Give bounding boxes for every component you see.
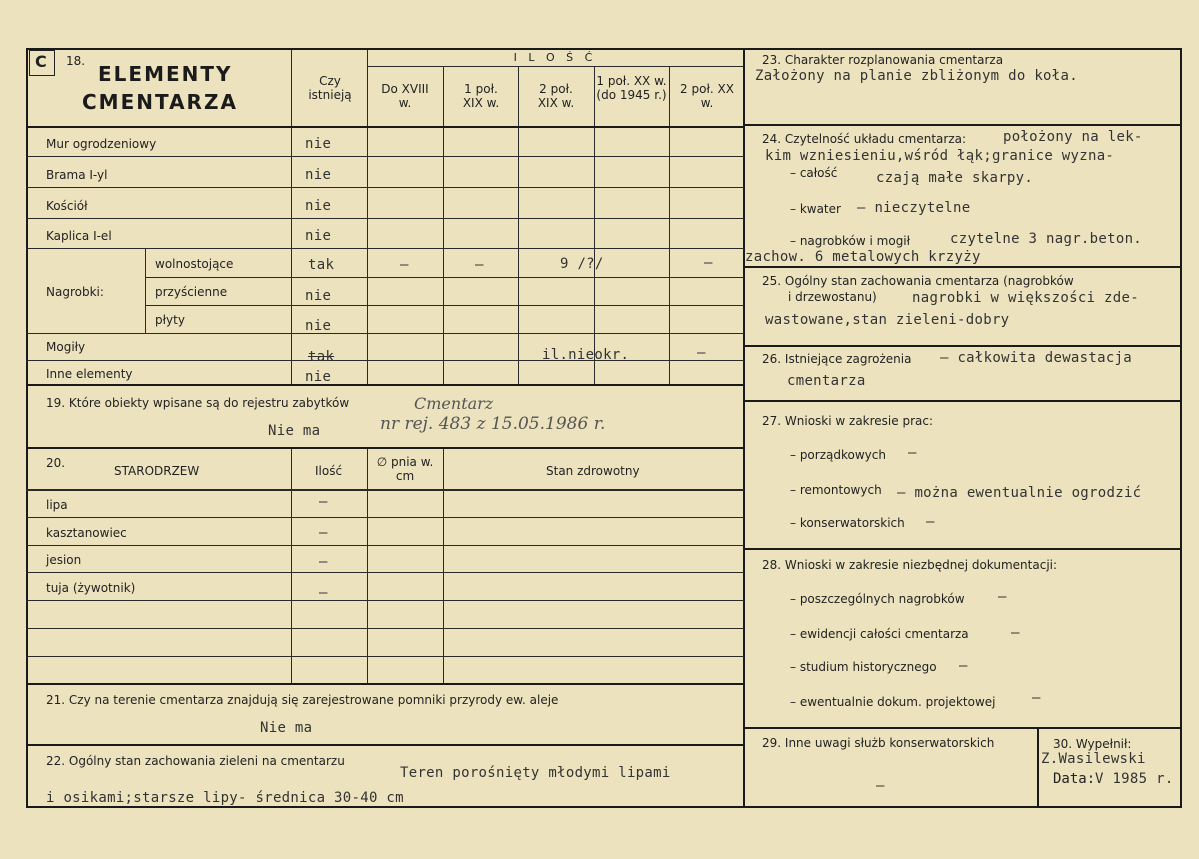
s30-date-label: Data: — [1053, 771, 1096, 787]
s20-title: STARODRZEW — [114, 464, 200, 478]
grid-line — [743, 400, 1181, 402]
s24-answer: czają małe skarpy. — [876, 170, 1034, 186]
grid-line — [26, 126, 744, 128]
exists-value: nie — [305, 318, 332, 334]
s27-answer: – — [926, 514, 935, 530]
grid-line — [594, 66, 595, 384]
s28-item: – studium historycznego — [790, 660, 937, 674]
qty-value: – — [704, 255, 713, 271]
grid-line — [26, 683, 744, 685]
s24-answer: położony na lek- — [1003, 129, 1143, 145]
grid-line — [26, 517, 744, 518]
grid-line — [26, 744, 744, 746]
s28-answer: – — [959, 658, 968, 674]
grid-line — [669, 66, 670, 384]
exists-value: nie — [305, 198, 332, 214]
s22-answer: Teren porośnięty młodymi lipami — [400, 765, 671, 781]
qty-value: – — [475, 257, 484, 273]
row-label: Mogiły — [46, 340, 86, 354]
s28-answer: – — [1011, 625, 1020, 641]
s24-answer: zachow. 6 metalowych krzyży — [745, 249, 981, 265]
grid-line — [743, 727, 1181, 729]
s20-number: 20. — [46, 456, 66, 470]
s26-answer: – całkowita dewastacja — [940, 350, 1133, 366]
s24-answer: – nieczytelne — [857, 200, 971, 216]
grid-line — [26, 545, 744, 546]
s19-answer: Nie ma — [268, 423, 321, 439]
s24-answer: czytelne 3 nagr.beton. — [950, 231, 1143, 247]
frame-left — [26, 48, 28, 808]
grid-line — [518, 66, 519, 384]
s19-handwriting: nr rej. 483 z 15.05.1986 r. — [380, 414, 606, 434]
grid-line — [26, 187, 744, 188]
s30-date: V 1985 r. — [1095, 771, 1174, 787]
s25-label: i drzewostanu) — [788, 290, 877, 304]
grid-line — [26, 656, 744, 657]
row-label: Inne elementy — [46, 367, 133, 381]
s27-label: 27. Wnioski w zakresie prac: — [762, 414, 934, 428]
grid-line — [743, 345, 1181, 347]
tree-qty: – — [319, 494, 328, 510]
s27-answer: – można ewentualnie ogrodzić — [897, 485, 1142, 501]
qty-value: il.nieokr. — [542, 347, 630, 363]
tree-name: lipa — [46, 498, 68, 512]
grid-line — [367, 449, 368, 683]
period-header: Do XVIII w. — [381, 82, 429, 110]
period-header: 1 poł. XIX w. — [462, 82, 500, 110]
grid-line — [26, 333, 744, 334]
s21-label: 21. Czy na terenie cmentarza znajdują się zarejestrowane pomniki przyrody ew. aleje — [46, 693, 559, 707]
tree-qty: – — [319, 585, 328, 601]
s23-label: 23. Charakter rozplanowania cmentarza — [762, 53, 1004, 67]
grid-line — [26, 384, 744, 386]
qty-value: 9 /?/ — [560, 256, 604, 272]
s25-answer: wastowane,stan zieleni-dobry — [765, 312, 1010, 328]
s23-answer: Założony na planie zbliżonym do koła. — [755, 68, 1078, 84]
s29-label: 29. Inne uwagi służb konserwatorskich — [762, 736, 995, 750]
s28-answer: – — [1032, 690, 1041, 706]
s28-item: – ewentualnie dokum. projektowej — [790, 695, 996, 709]
tree-qty: – — [319, 525, 328, 541]
tree-name: kasztanowiec — [46, 526, 127, 540]
grid-line — [26, 156, 744, 157]
exists-value-struck: tak — [308, 349, 335, 365]
exists-value: nie — [305, 136, 332, 152]
grid-line — [291, 449, 292, 683]
tree-qty: – — [319, 554, 328, 570]
s24-calosc: – całość — [790, 166, 838, 180]
s28-item: – poszczególnych nagrobków — [790, 592, 965, 606]
s24-nagrobkow: – nagrobków i mogił — [790, 234, 911, 248]
exists-value: nie — [305, 369, 332, 385]
s28-item: – ewidencji całości cmentarza — [790, 627, 969, 641]
s24-kwater: – kwater — [790, 202, 841, 216]
tree-name: jesion — [46, 553, 82, 567]
s26-answer: cmentarza — [787, 373, 866, 389]
row-label: przyścienne — [155, 285, 228, 299]
period-header: 1 poł. XX w. (do 1945 r.) — [596, 74, 667, 102]
s27-item: – porządkowych — [790, 448, 886, 462]
section-number: 18. — [66, 54, 86, 68]
grid-line — [26, 248, 744, 249]
frame-middle — [743, 48, 745, 808]
title-line2: CMENTARZA — [82, 90, 238, 114]
frame-top — [26, 48, 1182, 50]
grid-line — [26, 628, 744, 629]
tree-name: tuja (żywotnik) — [46, 581, 136, 595]
grid-line — [145, 277, 744, 278]
grid-line — [367, 66, 743, 67]
s28-answer: – — [998, 589, 1007, 605]
grid-line — [743, 548, 1181, 550]
grid-line — [145, 248, 146, 333]
period-header: 2 poł. XIX w. — [537, 82, 575, 110]
s30-label: 30. Wypełnił: — [1053, 737, 1132, 751]
col-exists-header: Czy istnieją — [308, 74, 352, 102]
s20-col-dia: ∅ pnia w. cm — [376, 455, 434, 483]
grid-line — [145, 305, 744, 306]
nagrobki-label: Nagrobki: — [46, 285, 104, 299]
s25-answer: nagrobki w większości zde- — [912, 290, 1139, 306]
s20-col-health: Stan zdrowotny — [546, 464, 640, 478]
s19-handwriting: Cmentarz — [414, 394, 494, 413]
s28-label: 28. Wnioski w zakresie niezbędnej dokumentacji: — [762, 558, 1058, 572]
grid-line — [743, 124, 1181, 126]
period-header: 2 poł. XX w. — [680, 82, 734, 110]
grid-line — [26, 572, 744, 573]
exists-value: nie — [305, 288, 332, 304]
s27-item: – remontowych — [790, 483, 882, 497]
grid-line — [26, 600, 744, 601]
grid-line — [26, 360, 744, 361]
grid-line — [443, 66, 444, 384]
row-label: Kościół — [46, 199, 88, 213]
ilosc-header: I L O Ś Ć — [513, 51, 597, 64]
s30-name: Z.Wasilewski — [1041, 751, 1146, 767]
grid-line — [26, 218, 744, 219]
title-line1: ELEMENTY — [98, 62, 233, 86]
s29-answer: – — [876, 778, 885, 794]
s24-label: 24. Czytelność układu cmentarza: — [762, 132, 967, 146]
grid-line — [26, 447, 744, 449]
qty-value: – — [400, 257, 409, 273]
frame-bottom — [26, 806, 1182, 808]
s21-answer: Nie ma — [260, 720, 313, 736]
row-label: płyty — [155, 313, 185, 327]
s25-label: 25. Ogólny stan zachowania cmentarza (nagrobków — [762, 274, 1074, 288]
s22-label: 22. Ogólny stan zachowania zieleni na cmentarzu — [46, 754, 345, 768]
s27-answer: – — [908, 445, 917, 461]
grid-line — [743, 266, 1181, 268]
grid-line — [26, 489, 744, 491]
exists-value: nie — [305, 167, 332, 183]
qty-value: – — [697, 345, 706, 361]
exists-value: nie — [305, 228, 332, 244]
grid-line — [443, 449, 444, 683]
s19-label: 19. Które obiekty wpisane są do rejestru zabytków — [46, 396, 350, 410]
s26-label: 26. Istniejące zagrożenia — [762, 352, 912, 366]
row-label: Brama I-yl — [46, 168, 108, 182]
grid-line — [1037, 727, 1039, 807]
section-code: C — [35, 52, 47, 71]
s24-answer: kim wzniesieniu,wśród łąk;granice wyzna- — [765, 148, 1115, 164]
row-label: wolnostojące — [155, 257, 234, 271]
row-label: Kaplica I-el — [46, 229, 112, 243]
s27-item: – konserwatorskich — [790, 516, 905, 530]
exists-value: tak — [308, 257, 335, 273]
row-label: Mur ogrodzeniowy — [46, 137, 157, 151]
s22-answer: i osikami;starsze lipy- średnica 30-40 cm — [46, 790, 404, 806]
s20-col-qty: Ilość — [315, 464, 343, 478]
frame-right — [1180, 48, 1182, 808]
